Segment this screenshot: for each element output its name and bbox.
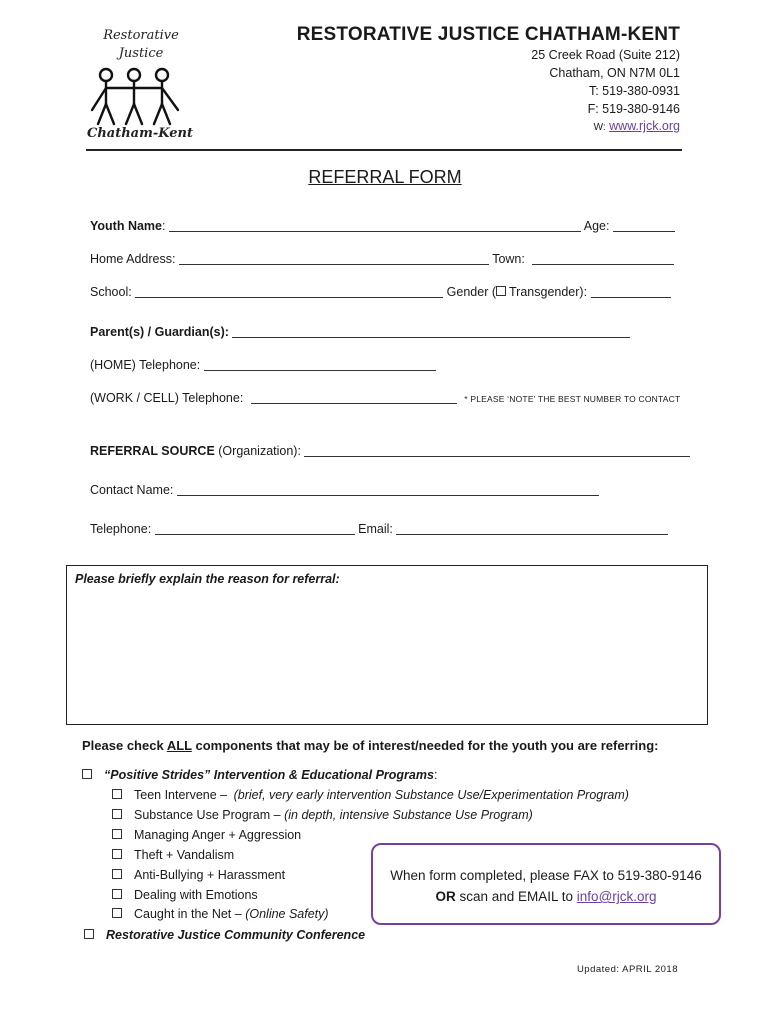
fax-number: F: 519-380-9146 (587, 102, 680, 116)
transgender-checkbox[interactable] (496, 286, 506, 296)
conference-item (84, 928, 365, 942)
emotions-item (112, 888, 258, 902)
substance-use-checkbox[interactable] (112, 809, 122, 819)
website-label: W: (593, 122, 606, 133)
referral-source-field[interactable] (304, 444, 690, 457)
components-intro-all: ALL (166, 738, 192, 753)
gender-field[interactable] (591, 285, 671, 298)
age-label: Age: (583, 219, 610, 233)
transgender-label: Transgender): (509, 285, 588, 299)
youth-name-field[interactable] (169, 219, 581, 232)
callout-email-line (373, 886, 719, 907)
home-phone-row (90, 358, 436, 372)
town-field[interactable] (532, 252, 674, 265)
town-label: Town: (492, 252, 525, 266)
teen-intervene-item (112, 788, 629, 802)
positive-strides-checkbox[interactable] (82, 769, 92, 779)
conference-checkbox[interactable] (84, 929, 94, 939)
bullying-label: Anti-Bullying + Harassment (134, 868, 286, 882)
components-intro (82, 738, 659, 753)
age-field[interactable] (613, 219, 675, 232)
home-phone-field[interactable] (204, 358, 436, 371)
bullying-checkbox[interactable] (112, 869, 122, 879)
home-address-field[interactable] (179, 252, 489, 265)
referral-source-label: REFERRAL SOURCE (90, 444, 215, 458)
conference-label: Restorative Justice Community Conference (106, 928, 366, 942)
components-intro-suffix: components that may be of interest/needed for the youth you are referring: (191, 738, 659, 753)
youth-name-label: Youth Name (90, 219, 162, 233)
submission-callout (371, 843, 721, 925)
work-phone-label: (WORK / CELL) Telephone: (90, 391, 244, 405)
youth-name-row: Youth Name: Age: (90, 219, 675, 233)
telephone-field[interactable] (155, 522, 355, 535)
website-row (594, 119, 680, 133)
callout-email-link[interactable]: info@rjck.org (576, 889, 657, 904)
positive-strides-item (82, 768, 437, 782)
components-intro-prefix: Please check (82, 738, 167, 753)
teen-intervene-desc: (brief, very early intervention Substance Use/Experimentation Program) (233, 788, 629, 802)
contact-name-label: Contact Name: (90, 483, 174, 497)
positive-strides-colon: : (433, 768, 438, 782)
online-safety-item (112, 907, 329, 921)
theft-label: Theft + Vandalism (134, 848, 235, 862)
substance-use-item (112, 808, 533, 822)
positive-strides-label: “Positive Strides” Intervention & Educational Programs (104, 768, 434, 782)
school-field[interactable] (135, 285, 443, 298)
phone-note: * PLEASE ‘NOTE’ THE BEST NUMBER TO CONTACT (464, 394, 681, 404)
email-field[interactable] (396, 522, 668, 535)
anger-checkbox[interactable] (112, 829, 122, 839)
gender-label: Gender ( (446, 285, 497, 299)
online-safety-desc: (Online Safety) (245, 907, 329, 921)
teen-intervene-label: Teen Intervene – (134, 788, 228, 802)
telephone-email-row (90, 522, 668, 536)
bullying-item (112, 868, 285, 882)
logo-bottom-text: Chatham-Kent (87, 126, 193, 141)
logo-top-text-2: Justice (118, 46, 164, 61)
referral-reason-textarea[interactable] (66, 565, 708, 725)
header-divider (86, 149, 682, 151)
logo-top-text: Restorative (103, 28, 179, 43)
online-safety-checkbox[interactable] (112, 908, 122, 918)
work-phone-row (90, 391, 680, 405)
anger-label: Managing Anger + Aggression (134, 828, 302, 842)
theft-checkbox[interactable] (112, 849, 122, 859)
parent-row (90, 325, 630, 339)
address-line-2: Chatham, ON N7M 0L1 (549, 66, 680, 80)
phone-number: T: 519-380-0931 (588, 84, 680, 98)
emotions-label: Dealing with Emotions (134, 888, 258, 902)
referral-reason-label: Please briefly explain the reason for referral: (75, 572, 340, 586)
parent-label: Parent(s) / Guardian(s): (90, 325, 229, 339)
contact-name-row (90, 483, 599, 497)
callout-email-text: scan and EMAIL to (455, 889, 577, 904)
substance-use-desc: (in depth, intensive Substance Use Program) (284, 808, 533, 822)
work-phone-field[interactable] (251, 391, 457, 404)
anger-item (112, 828, 301, 842)
referral-source-row (90, 444, 690, 458)
home-address-label: Home Address: (90, 252, 176, 266)
contact-name-field[interactable] (177, 483, 599, 496)
updated-date: Updated: APRIL 2018 (576, 964, 678, 975)
school-row (90, 285, 671, 299)
telephone-label: Telephone: (90, 522, 152, 536)
home-address-row (90, 252, 674, 266)
callout-fax-line: When form completed, please FAX to 519-380-9146 (390, 868, 702, 883)
form-title: REFERRAL FORM (308, 167, 462, 187)
organization-title: RESTORATIVE JUSTICE CHATHAM-KENT (296, 24, 680, 45)
website-link[interactable]: www.rjck.org (609, 119, 680, 133)
substance-use-label: Substance Use Program – (134, 808, 281, 822)
theft-item (112, 848, 234, 862)
online-safety-label: Caught in the Net – (134, 907, 242, 921)
referral-source-suffix: (Organization): (218, 444, 301, 458)
home-phone-label: (HOME) Telephone: (90, 358, 201, 372)
logo (86, 26, 206, 146)
email-label: Email: (358, 522, 393, 536)
parent-field[interactable] (232, 325, 630, 338)
address-line-1: 25 Creek Road (Suite 212) (531, 48, 680, 62)
school-label: School: (90, 285, 132, 299)
callout-or: OR (435, 889, 456, 904)
teen-intervene-checkbox[interactable] (112, 789, 122, 799)
emotions-checkbox[interactable] (112, 889, 122, 899)
